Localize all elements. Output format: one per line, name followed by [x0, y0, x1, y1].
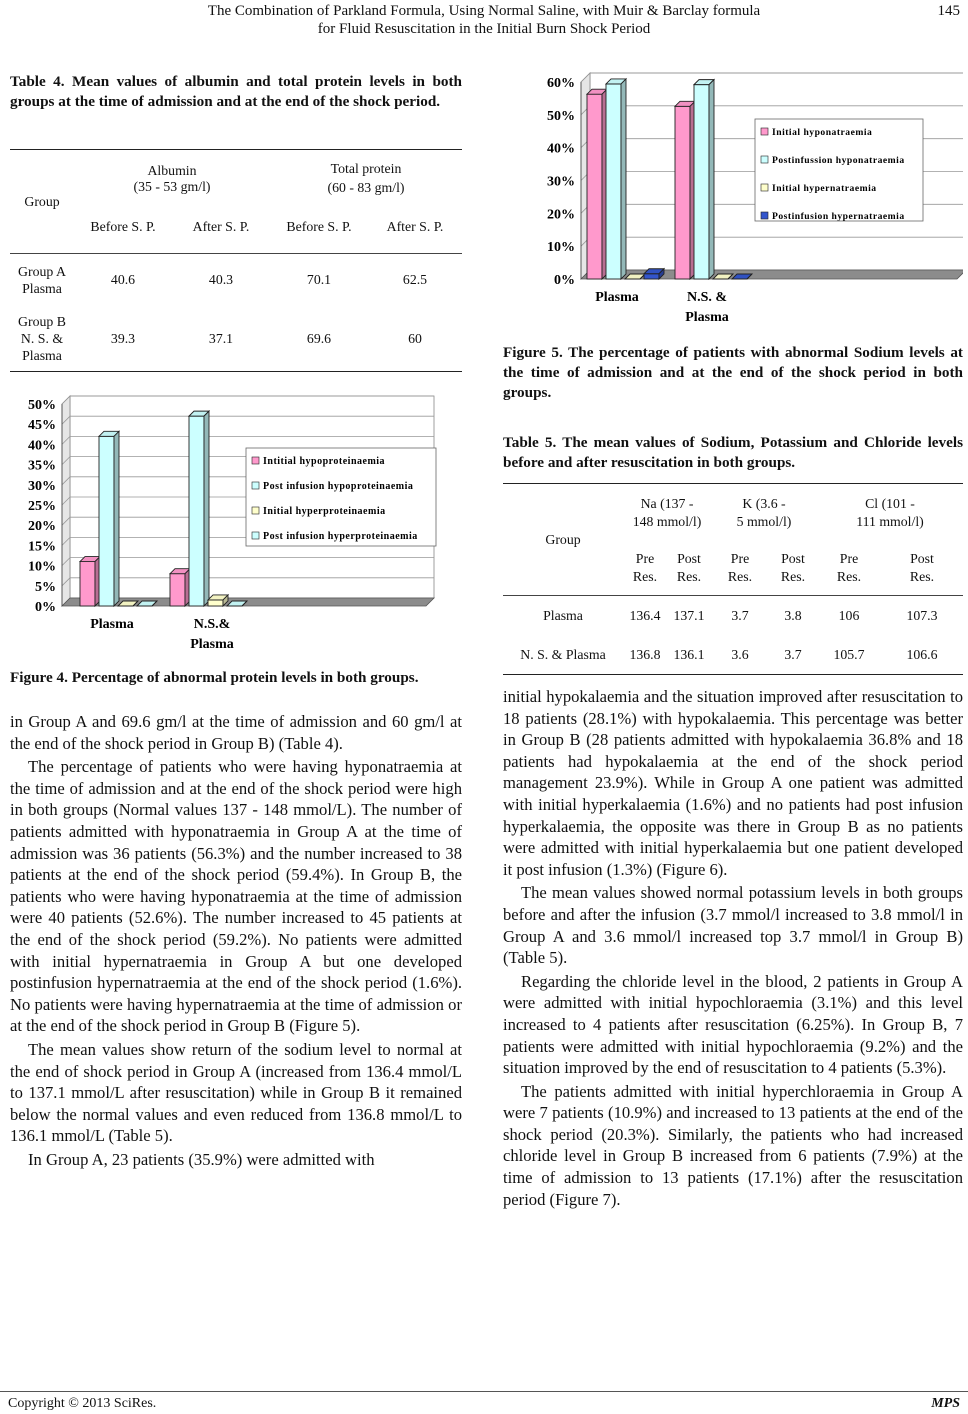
bar	[189, 416, 204, 606]
x-category-label: N.S.&	[193, 617, 231, 632]
legend-swatch	[252, 507, 259, 514]
x-category-label: Plasma	[685, 310, 729, 325]
y-tick-label: 5%	[35, 579, 56, 595]
y-tick-label: 50%	[547, 108, 575, 124]
header-title-line2: for Fluid Resuscitation in the Initial Burn Shock Period	[317, 21, 651, 37]
paragraph: In Group A, 23 patients (35.9%) were admitted with	[28, 1149, 375, 1169]
y-tick-label: 60%	[547, 76, 575, 91]
table4-caption: Table 4. Mean values of albumin and total protein levels in both groups at the time of admission and at the end of the shock period.	[10, 73, 462, 110]
table4-subheader: After S. P.	[192, 219, 250, 234]
figure5-caption: Figure 5. The percentage of patients with abnormal Sodium levels at the time of admission and at the end of the shock period in both groups.	[503, 344, 963, 401]
legend-label: Post infusion hyperproteinaemia	[263, 531, 418, 542]
table5-subheader: Post Res.	[909, 551, 935, 584]
table4-albumin-header: Albumin (35 - 53 gm/l)	[133, 162, 211, 194]
y-tick-label: 0%	[554, 273, 575, 288]
table5-cl-header: Cl (101 - 111 mmol/l)	[856, 495, 924, 529]
table5-subheader: Pre Res.	[632, 551, 658, 584]
table5-subheader: Pre Res.	[836, 551, 862, 584]
y-tick-label: 10%	[28, 559, 56, 575]
table4-subheader: Before S. P.	[286, 219, 352, 234]
table5-subheader: Pre Res.	[727, 551, 753, 584]
legend-swatch	[252, 532, 259, 539]
table5	[503, 483, 963, 675]
bar	[208, 600, 223, 606]
paragraph: in Group A and 69.6 gm/l at the time of admission and 60 gm/l at the end of the shock period in Group B) (Table 4).	[10, 712, 462, 753]
table4	[10, 149, 462, 372]
y-tick-label: 40%	[547, 141, 575, 157]
table4-group-header: Group	[24, 193, 60, 209]
bar	[80, 562, 95, 606]
x-category-label: Plasma	[190, 637, 234, 652]
paragraph: initial hypokalaemia and the situation improved after resuscitation to 18 patients (28.1%) with hypokalaemia. This percentage was better in Group B (28 patients admitted with hypokalaemia 36.8% and 18 patients had hypokalaemia at the end of the shock period management 23.9%). While in Group A one patient was admitted with initial hyperkalaemia (1.6%) and no patients had post infusion hyperkalaemia, the opposite was there in Group B as no patients were admitted with initial hyperkalaemia but one patient developed it post infusion (1.3%) (Figure 6).	[503, 687, 963, 879]
page-number: 145	[937, 3, 960, 19]
y-tick-label: 10%	[547, 240, 575, 256]
paragraph: The mean values showed normal potassium levels in both groups before and after the infusion (3.7 mmol/l increased to 3.8 mmol/l in Group A and 3.6 mmol/l increased top 3.7 mmol/l in Group B) (Table 5).	[503, 883, 963, 968]
footer-copyright: Copyright © 2013 SciRes.	[8, 1396, 157, 1411]
legend-swatch	[761, 156, 768, 163]
table4-protein-header: Total protein (60 - 83 gm/l)	[327, 161, 405, 195]
bar	[644, 274, 659, 279]
figure5-chart	[503, 64, 963, 334]
x-category-label: Plasma	[595, 290, 639, 305]
table5-na-header: Na (137 - 148 mmol/l)	[632, 495, 702, 529]
y-tick-label: 35%	[28, 458, 56, 474]
y-tick-label: 40%	[28, 438, 56, 454]
legend-label: Initial hypernatraemia	[772, 183, 877, 194]
legend-swatch	[761, 212, 768, 219]
bar	[587, 94, 602, 279]
figure4-chart	[10, 388, 462, 656]
bar	[675, 106, 690, 279]
footer-journal: MPS	[931, 1396, 960, 1411]
y-tick-label: 45%	[28, 418, 56, 434]
footer-rule	[0, 1391, 968, 1392]
legend-swatch	[252, 482, 259, 489]
header-title-line1: The Combination of Parkland Formula, Using Normal Saline, with Muir & Barclay formula	[207, 3, 761, 19]
table4-row: Group B N. S. & Plasma 39.3 37.1 69.6 60	[18, 314, 422, 363]
paragraph: Regarding the chloride level in the blood, 2 patients in Group A were admitted with initial hypochloraemia (3.1%) and this level increased to 4 patients after resuscitation (6.25%). In Group B, 7 patients were admitted with initial hypochloraemia (9.2%) and the situation improved by the end of resuscitation to 4 patients (5.3%).	[503, 971, 963, 1078]
legend-label: Postinfusion hypernatraemia	[772, 211, 905, 222]
bar-side	[709, 80, 714, 279]
y-tick-label: 30%	[28, 478, 56, 494]
y-tick-label: 50%	[28, 398, 56, 413]
y-tick-label: 25%	[28, 499, 56, 514]
legend-label: Post infusion hypoproteinaemia	[263, 481, 414, 492]
bar-side	[621, 79, 626, 279]
table5-caption: Table 5. The mean values of Sodium, Potassium and Chloride levels before and after resuscitation in both groups.	[503, 434, 963, 471]
paragraph: The mean values show return of the sodium level to normal at the end of shock period in Group A (increased from 136.4 mmol/L to 137.1 mmol/L after resuscitation) while in Group B it remained below the normal values and even reduced from 136.8 mmol/L to 136.1 mmol/L (Table 5).	[10, 1039, 462, 1146]
table4-subheader: After S. P.	[386, 219, 444, 234]
x-category-label: Plasma	[90, 617, 134, 632]
table5-row: Plasma 136.4 137.1 3.7 3.8 106 107.3	[543, 608, 938, 623]
paragraph: The percentage of patients who were having hyponatraemia at the time of admission and at the end of the shock period were high in both groups (Normal values 137 - 148 mmol/L). The number of patients admitted with hyponatraemia in Group A at the time of admission was 36 patients (56.3%) and the number increased to 38 patients at the end of the shock period (59.4%). In Group B, the patients who were having hyponatraemia at the time of admission were 40 patients (52.6%). The number increased to 45 patients at the end of the shock period (59.2%). No patients were admitted with initial hypernatraemia in Group A but one developed postinfusion hypernatraemia at the end of the shock period (1.6%). No patients were having hypernatraemia at the time of admission or at the end of the shock period in Group B (Figure 5).	[10, 757, 462, 1036]
legend-label: Intitial hypoproteinaemia	[263, 456, 386, 467]
y-tick-label: 15%	[28, 539, 56, 555]
table5-group-header: Group	[545, 531, 581, 547]
y-tick-label: 30%	[547, 174, 575, 190]
bar	[170, 574, 185, 606]
right-column-text	[503, 686, 963, 1212]
bar	[694, 85, 709, 279]
x-category-label: N.S. &	[686, 290, 728, 305]
bar-side	[114, 431, 119, 606]
legend-label: Postinfussion hyponatraemia	[772, 155, 905, 166]
legend-swatch	[252, 457, 259, 464]
table5-row: N. S. & Plasma 136.8 136.1 3.6 3.7 105.7 106.6	[520, 647, 938, 662]
y-tick-label: 20%	[547, 207, 575, 223]
figure4-caption: Figure 4. Percentage of abnormal protein levels in both groups.	[10, 669, 419, 686]
left-column-text	[10, 711, 462, 1172]
legend-swatch	[761, 184, 768, 191]
table4-row: Group A Plasma 40.6 40.3 70.1 62.5	[18, 264, 428, 296]
y-tick-label: 0%	[35, 600, 56, 615]
table5-subheader: Post Res.	[780, 551, 806, 584]
paragraph: The patients admitted with initial hyperchloraemia in Group A were 7 patients (10.9%) and increased to 13 patients at the end of the shock period (20.3%). Similarly, the patients who had increased chloride level in Group B increased from 6 patients (7.9%) at the time of admission to 13 patients (17.1%) after the resuscitation period (Figure 7).	[503, 1081, 963, 1209]
bar	[99, 436, 114, 606]
y-tick-label: 20%	[28, 519, 56, 535]
legend-label: Initial hyponatraemia	[772, 127, 873, 138]
table5-k-header: K (3.6 - 5 mmol/l)	[736, 495, 792, 529]
legend-swatch	[761, 128, 768, 135]
bar	[606, 84, 621, 279]
bar-side	[204, 411, 209, 606]
table5-subheader: Post Res.	[676, 551, 702, 584]
table4-subheader: Before S. P.	[90, 219, 156, 234]
legend-label: Initial hyperproteinaemia	[263, 506, 386, 517]
